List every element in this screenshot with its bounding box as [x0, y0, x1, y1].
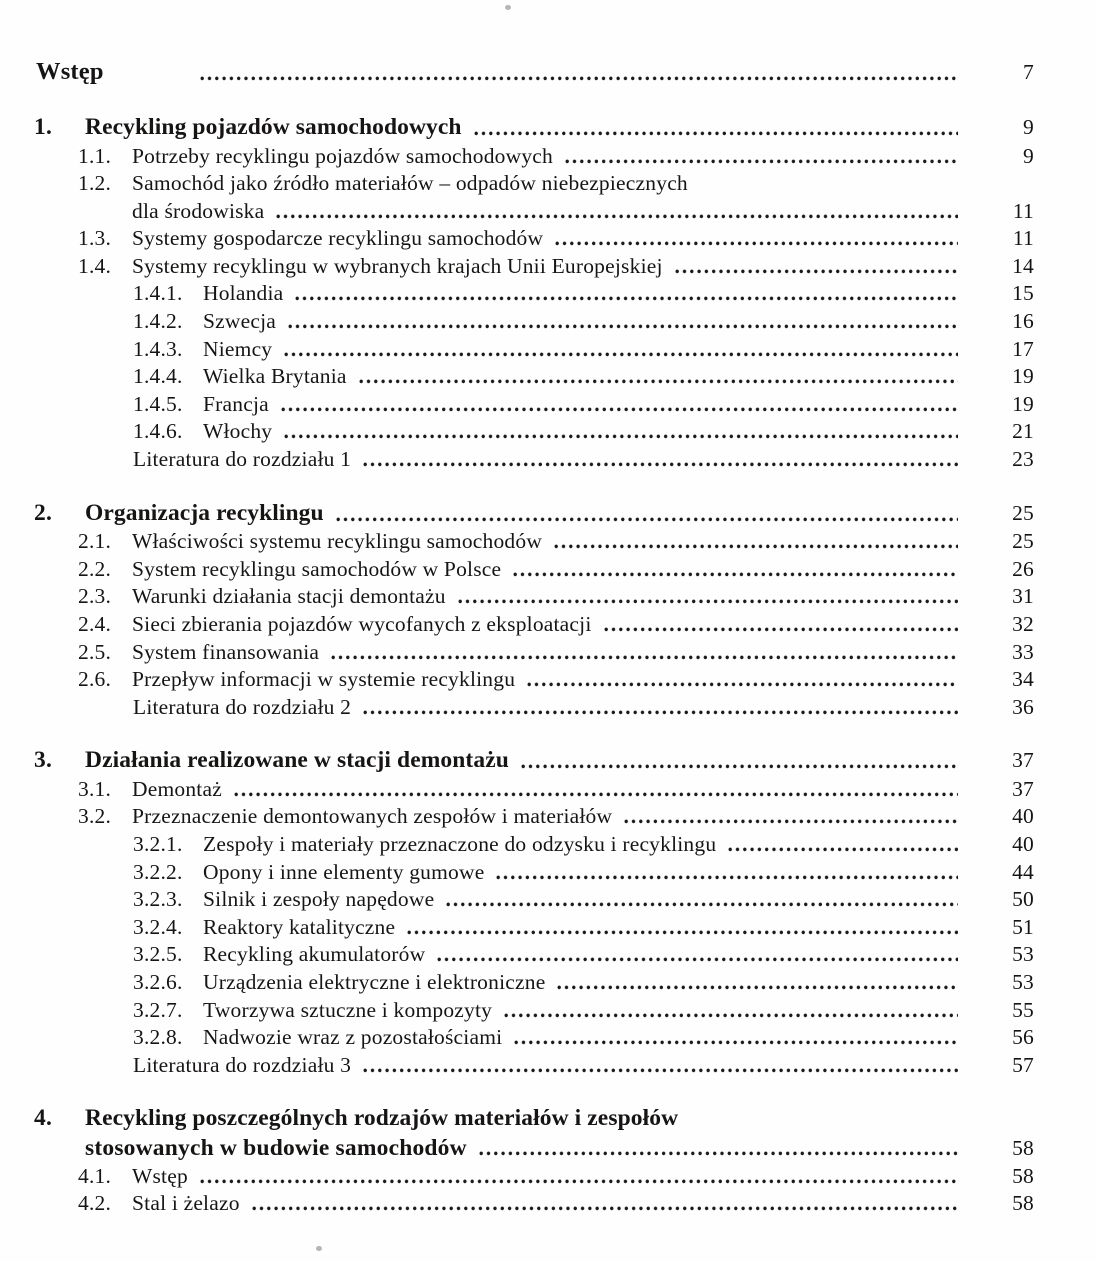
- toc-entry-number: 3.: [34, 747, 53, 774]
- page-number: 32: [1012, 611, 1034, 636]
- toc-entry-title: Włochy: [203, 419, 273, 444]
- toc-row: [34, 1052, 1034, 1080]
- page-number: 36: [1012, 694, 1034, 719]
- toc-entry-number: 1.3.: [78, 226, 112, 251]
- toc-row: [34, 941, 1034, 969]
- toc-entry-title: Właściwości systemu recyklingu samochodów: [132, 529, 543, 554]
- page-number: 56: [1012, 1025, 1034, 1050]
- toc-entry-title: Przepływ informacji w systemie recyklingu: [132, 667, 516, 692]
- toc-entry-title: Recykling akumulatorów: [203, 942, 426, 967]
- page-number: 21: [1012, 419, 1034, 444]
- toc-row: [34, 831, 1034, 859]
- dot-leader: [252, 1190, 958, 1218]
- toc-row: [34, 694, 1034, 722]
- toc-entry-title: Reaktory katalityczne: [203, 914, 396, 939]
- page-number: 53: [1012, 969, 1034, 994]
- toc-entry-title: Systemy recyklingu w wybranych krajach Unii Europejskiej: [132, 253, 663, 278]
- toc-row: [34, 170, 1034, 198]
- toc-entry-title: Stal i żelazo: [132, 1191, 240, 1216]
- page-number: 17: [1012, 336, 1034, 361]
- page-number: 19: [1012, 391, 1034, 416]
- toc-entry-title: dla środowiska: [132, 198, 265, 223]
- toc-entry-title: Warunki działania stacji demontażu: [132, 584, 446, 609]
- toc-entry-number: 2.5.: [78, 639, 112, 664]
- toc-entry-title: Potrzeby recyklingu pojazdów samochodowych: [132, 143, 553, 168]
- toc-row: [34, 1103, 1034, 1134]
- page-number: 33: [1012, 639, 1034, 664]
- toc-entry-number: 1.4.6.: [133, 419, 183, 444]
- toc-row: [34, 776, 1034, 804]
- toc-entry-title: Urządzenia elektryczne i elektroniczne: [203, 969, 546, 994]
- toc-entry-title: Silnik i zespoły napędowe: [203, 887, 435, 912]
- toc-entry-title: Demontaż: [132, 776, 222, 801]
- toc-row: [34, 639, 1034, 667]
- toc-entry-number: 2.: [34, 499, 53, 526]
- toc-entry-number: 1.4.2.: [133, 309, 183, 334]
- toc-row: [34, 143, 1034, 171]
- dot-leader: [554, 528, 958, 556]
- page-number: 40: [1012, 831, 1034, 856]
- toc-entry-title: Literatura do rozdziału 1: [133, 447, 352, 472]
- toc-entry-title: Szwecja: [203, 309, 277, 334]
- toc-row: [34, 745, 1034, 776]
- dot-leader: [284, 336, 958, 364]
- dot-leader: [363, 1052, 958, 1080]
- dot-leader: [504, 997, 958, 1025]
- page-number: 58: [1012, 1163, 1034, 1188]
- toc-entry-title: Sieci zbierania pojazdów wycofanych z eksploatacji: [132, 611, 592, 636]
- page-number: 44: [1012, 859, 1034, 884]
- dot-leader: [284, 418, 958, 446]
- toc-row: [34, 280, 1034, 308]
- page-number: 50: [1012, 887, 1034, 912]
- page-number: 25: [1012, 500, 1034, 525]
- dot-leader: [479, 1134, 958, 1163]
- toc-row: [34, 803, 1034, 831]
- toc-entry-number: 3.2.4.: [133, 914, 183, 939]
- toc-entry-title: System finansowania: [132, 639, 320, 664]
- page-number: 11: [1012, 198, 1034, 223]
- page-number: 57: [1012, 1052, 1034, 1077]
- toc-row: [34, 498, 1034, 529]
- toc-entry-number: 3.2.5.: [133, 942, 183, 967]
- toc-row: [34, 666, 1034, 694]
- toc-entry-number: 1.4.3.: [133, 336, 183, 361]
- toc-row: [34, 859, 1034, 887]
- toc-entry-number: 4.1.: [78, 1163, 112, 1188]
- toc-entry-title: Samochód jako źródło materiałów – odpadów niebezpiecznych: [132, 171, 688, 196]
- toc-entry-title: Opony i inne elementy gumowe: [203, 859, 485, 884]
- toc-row: [34, 997, 1034, 1025]
- dot-leader: [496, 859, 958, 887]
- page-number: 19: [1012, 364, 1034, 389]
- toc-row: [34, 528, 1034, 556]
- dot-leader: [276, 198, 958, 226]
- dot-leader: [624, 803, 958, 831]
- toc-entry-number: 2.3.: [78, 584, 112, 609]
- toc-entry-title: System recyklingu samochodów w Polsce: [132, 556, 502, 581]
- dot-leader: [363, 694, 958, 722]
- page-number: 58: [1012, 1191, 1034, 1216]
- toc-row: [34, 198, 1034, 226]
- toc-entry-number: 4.: [34, 1105, 53, 1132]
- toc-entry-number: 2.1.: [78, 529, 112, 554]
- toc-entry-number: 3.2.3.: [133, 887, 183, 912]
- toc-entry-number: 3.2.7.: [133, 997, 183, 1022]
- dot-leader: [331, 639, 958, 667]
- page-number: 23: [1012, 447, 1034, 472]
- dot-leader: [336, 498, 958, 529]
- page-number: 53: [1012, 942, 1034, 967]
- toc-entry-title: Działania realizowane w stacji demontażu: [85, 747, 509, 774]
- toc-entry-number: 1.4.: [78, 253, 112, 278]
- page-number: 37: [1012, 748, 1034, 773]
- toc-entry-number: 2.2.: [78, 556, 112, 581]
- toc-entry-number: 3.2.2.: [133, 859, 183, 884]
- toc-row: [34, 914, 1034, 942]
- dot-leader: [446, 886, 958, 914]
- dot-leader: [728, 831, 958, 859]
- toc-row: [34, 418, 1034, 446]
- toc-entry-number: 2.4.: [78, 611, 112, 636]
- page-number: 37: [1012, 776, 1034, 801]
- toc-entry-title: Holandia: [203, 281, 284, 306]
- toc-entry-title: Nadwozie wraz z pozostałościami: [203, 1025, 503, 1050]
- toc-row: [34, 112, 1034, 143]
- toc-entry-number: 1.4.1.: [133, 281, 183, 306]
- toc-entry-title: Recykling poszczególnych rodzajów materiałów i zespołów: [85, 1105, 679, 1132]
- dot-leader: [200, 56, 958, 88]
- toc-entry-title: Wstęp: [132, 1163, 188, 1188]
- toc-entry-number: 3.2.8.: [133, 1025, 183, 1050]
- dot-leader: [555, 225, 958, 253]
- page-number: 58: [1012, 1135, 1034, 1160]
- dot-leader: [514, 1024, 958, 1052]
- toc-row: [34, 308, 1034, 336]
- toc-entry-number: 1.: [34, 114, 53, 140]
- toc-row: [34, 363, 1034, 391]
- dot-leader: [700, 170, 958, 198]
- toc-row: [34, 225, 1034, 253]
- page-number: 7: [1023, 60, 1034, 84]
- toc-entry-number: 3.2.: [78, 804, 112, 829]
- toc-row: [34, 1134, 1034, 1163]
- page-number: 16: [1012, 309, 1034, 334]
- toc-entry-number: 4.2.: [78, 1191, 112, 1216]
- toc-entry-title: Zespoły i materiały przeznaczone do odzysku i recyklingu: [203, 831, 717, 856]
- dot-leader: [359, 363, 958, 391]
- page-number: 15: [1012, 281, 1034, 306]
- dot-leader: [458, 583, 958, 611]
- dot-leader: [407, 914, 958, 942]
- toc-entry-title: Niemcy: [203, 336, 273, 361]
- dot-leader: [474, 112, 958, 143]
- toc-entry-title: Organizacja recyklingu: [85, 499, 324, 526]
- toc-row: [34, 391, 1034, 419]
- page-number: 31: [1012, 584, 1034, 609]
- scan-speck: [505, 5, 511, 10]
- toc-entry-number: 1.4.4.: [133, 364, 183, 389]
- dot-leader: [521, 745, 958, 776]
- toc-entry-title: Recykling pojazdów samochodowych: [85, 114, 462, 140]
- toc-row: [34, 56, 1034, 88]
- scan-speck: [316, 1246, 322, 1251]
- dot-leader: [690, 1103, 958, 1134]
- page-number: 14: [1012, 253, 1034, 278]
- toc-entry-title: Wstęp: [36, 58, 104, 85]
- toc-entry-number: 1.4.5.: [133, 391, 183, 416]
- toc-entry-number: 3.1.: [78, 776, 112, 801]
- toc-row: [34, 556, 1034, 584]
- toc-entry-title: Tworzywa sztuczne i kompozyty: [203, 997, 493, 1022]
- page-number: 9: [1023, 115, 1034, 139]
- toc-entry-title: Literatura do rozdziału 3: [133, 1052, 352, 1077]
- toc-entry-title: Literatura do rozdziału 2: [133, 694, 352, 719]
- toc-row: [34, 1024, 1034, 1052]
- page-number: 34: [1012, 667, 1034, 692]
- dot-leader: [437, 941, 958, 969]
- dot-leader: [363, 446, 958, 474]
- toc-row: [34, 253, 1034, 281]
- dot-leader: [604, 611, 958, 639]
- toc-entry-title: Francja: [203, 391, 269, 416]
- toc-entry-number: 3.2.1.: [133, 831, 183, 856]
- toc-entry-title: stosowanych w budowie samochodów: [85, 1134, 467, 1161]
- dot-leader: [675, 253, 958, 281]
- page-number: 51: [1012, 914, 1034, 939]
- toc-entry-number: 1.1.: [78, 143, 112, 168]
- toc-row: [34, 969, 1034, 997]
- toc-entry-number: 3.2.6.: [133, 969, 183, 994]
- toc-row: [34, 611, 1034, 639]
- dot-leader: [295, 280, 958, 308]
- dot-leader: [200, 1163, 958, 1191]
- toc-entry-number: 1.2.: [78, 171, 112, 196]
- toc-entry-title: Przeznaczenie demontowanych zespołów i materiałów: [132, 804, 613, 829]
- page-number: 9: [1023, 143, 1034, 168]
- dot-leader: [288, 308, 958, 336]
- toc-row: [34, 886, 1034, 914]
- toc-row: [34, 1163, 1034, 1191]
- toc-entry-title: Systemy gospodarcze recyklingu samochodów: [132, 226, 544, 251]
- toc-row: [34, 1190, 1034, 1218]
- dot-leader: [513, 556, 958, 584]
- page-number: 55: [1012, 997, 1034, 1022]
- toc-row: [34, 446, 1034, 474]
- dot-leader: [281, 391, 958, 419]
- dot-leader: [565, 143, 958, 171]
- toc-entry-number: 2.6.: [78, 667, 112, 692]
- toc-row: [34, 336, 1034, 364]
- page-number: 26: [1012, 556, 1034, 581]
- page-number: 25: [1012, 529, 1034, 554]
- page-number: 11: [1012, 226, 1034, 251]
- toc: [34, 56, 1034, 1218]
- dot-leader: [527, 666, 958, 694]
- dot-leader: [557, 969, 958, 997]
- dot-leader: [234, 776, 958, 804]
- toc-entry-title: Wielka Brytania: [203, 364, 347, 389]
- page-number: 40: [1012, 804, 1034, 829]
- toc-row: [34, 583, 1034, 611]
